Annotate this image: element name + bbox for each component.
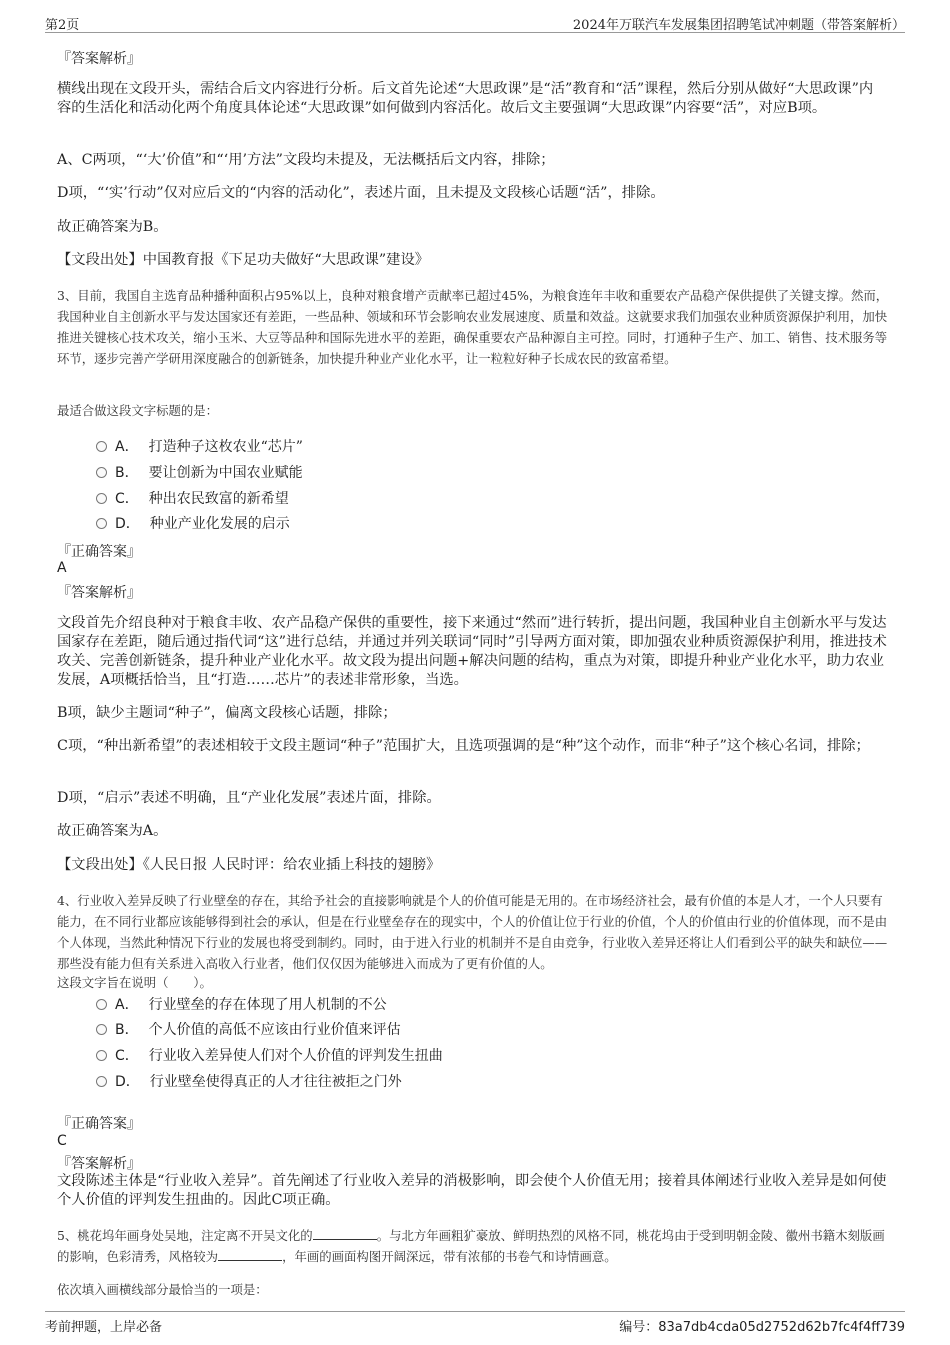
q3-correct-label: 『正确答案』 [57, 544, 141, 560]
q3-source: 【文段出处】《人民日报 人民时评：给农业插上科技的翅膀》 [57, 857, 441, 873]
answer-blank [218, 1248, 282, 1261]
page-footer [45, 1311, 905, 1334]
page-number: 第2页 [45, 18, 80, 33]
q2-analysis-p4: 故正确答案为B。 [57, 219, 168, 235]
q4-analysis-label: 『答案解析』 [57, 1156, 141, 1172]
q4-option-a[interactable]: A． 行业壁垒的存在体现了用人机制的不公 [96, 994, 387, 1014]
q3-option-a[interactable]: A． 打造种子这枚农业“芯片” [96, 436, 303, 456]
radio-icon[interactable] [96, 493, 107, 504]
q3-analysis-label: 『答案解析』 [57, 585, 141, 601]
q2-source: 【文段出处】中国教育报《下足功夫做好“大思政课”建设》 [57, 252, 430, 268]
document-code: 编号：83a7db4cda05d2752d62b7fc4f4ff739 [619, 1320, 905, 1335]
q3-option-b[interactable]: B． 要让创新为中国农业赋能 [96, 462, 303, 482]
q4-analysis-p1: 文段陈述主体是“行业收入差异”。首先阐述了行业收入差异的消极影响，即会使个人价值无用；接着具体阐述行业收入差异是如何使个人价值的评判发生扭曲的。因此C项正确。 [57, 1173, 887, 1208]
q2-analysis-p3: D项，“‘实’行动”仅对应后文的“内容的活动化”，表述片面，且未提及文段核心话题“活”，排除。 [57, 185, 665, 201]
q3-option-d[interactable]: D． 种业产业化发展的启示 [96, 513, 290, 533]
q3-analysis-p1: 文段首先介绍良种对于粮食丰收、农产品稳产保供的重要性，接下来通过“然而”进行转折，提出问题，我国种业自主创新水平与发达国家存在差距，随后通过指代词“这”进行总结，并通过并列关联词“同时”引导两方面对策，即加强农业种质资源保护利用，推进技术攻关、完善创新链条，提升种业产业化水平。故文段为提出问题+解决问题的结构，重点为对策，即提升种业产业化水平，助力农业发展，A项概括恰当，且“打造……芯片”的表述非常形象，当选。 [57, 615, 887, 688]
page-header [45, 12, 905, 33]
q2-analysis-p1: 横线出现在文段开头，需结合后文内容进行分析。后文首先论述“大思政课”是“活”教育和“活”课程，然后分别从做好“大思政课”内容的生活化和活动化两个角度具体论述“大思政课”如何做到内容活化。故后文主要强调“大思政课”内容要“活”，对应B项。 [57, 81, 874, 116]
q4-passage: 4、行业收入差异反映了行业壁垒的存在，其给予社会的直接影响就是个人的价值可能是无用的。在市场经济社会，最有价值的本是人才，一个人只要有能力，在不同行业都应该能够得到社会的承认，但是在行业壁垒存在的现实中，个人的价值让位于行业的价值，个人的价值由行业的价值体现，而不是由个人体现，当然此种情况下行业的发展也将受到制约。同时，由于进入行业的机制并不是自由竞争，行业收入差异还将让人们看到公平的缺失和缺位——那些没有能力但有关系进入高收入行业者，他们仅仅因为能够进入而成为了更有价值的人。 [57, 893, 888, 971]
q3-analysis-p2: B项，缺少主题词“种子”，偏离文段核心话题，排除； [57, 705, 397, 721]
answer-blank [313, 1227, 377, 1240]
radio-icon[interactable] [96, 1024, 107, 1035]
q3-analysis-p5: 故正确答案为A。 [57, 823, 168, 839]
q3-prompt: 最适合做这段文字标题的是： [57, 403, 219, 418]
q4-prompt: 这段文字旨在说明（ ）。 [57, 975, 212, 990]
q3-passage: 3、目前，我国自主选育品种播种面积占95%以上，良种对粮食增产贡献率已超过45%，为粮食连年丰收和重要农产品稳产保供提供了关键支撑。然而，我国种业自主创新水平与发达国家还有差距，一些品种、领域和环节会影响农业发展速度、质量和效益。这就要求我们加强农业种质资源保护利用，加快推进关键核心技术攻关，缩小玉米、大豆等品种和国际先进水平的差距，确保重要农产品种源自主可控。同时，打通种子生产、加工、销售、技术服务等环节，逐步完善产学研用深度融合的创新链条，加快提升种业产业化水平，让一粒粒好种子长成农民的致富希望。 [57, 288, 889, 366]
q2-analysis-p2: A、C两项，“‘大’价值”和“‘用’方法”文段均未提及，无法概括后文内容，排除； [57, 152, 555, 168]
radio-icon[interactable] [96, 518, 107, 529]
radio-icon[interactable] [96, 999, 107, 1010]
q3-analysis-p3: C项，“种出新希望”的表述相较于文段主题词“种子”范围扩大，且选项强调的是“种”这个动作，而非“种子”这个核心名词，排除； [57, 738, 870, 754]
q3-option-c[interactable]: C． 种出农民致富的新希望 [96, 488, 289, 508]
q3-correct-answer: A [57, 560, 67, 576]
document-title: 2024年万联汽车发展集团招聘笔试冲刺题（带答案解析） [572, 18, 905, 33]
radio-icon[interactable] [96, 1076, 107, 1087]
radio-icon[interactable] [96, 441, 107, 452]
footer-slogan: 考前押题，上岸必备 [45, 1320, 163, 1335]
q4-option-d[interactable]: D． 行业壁垒使得真正的人才往往被拒之门外 [96, 1071, 402, 1091]
q5-passage: 5、桃花坞年画身处吴地，注定离不开吴文化的 。与北方年画粗犷豪放、鲜明热烈的风格不同，桃花坞由于受到明朝金陵、徽州书籍木刻版画的影响，色彩清秀，风格较为 ，年画的画面构图开阔深远，带有浓郁的书卷气和诗情画意。 [57, 1228, 885, 1264]
q4-correct-label: 『正确答案』 [57, 1116, 141, 1132]
radio-icon[interactable] [96, 467, 107, 478]
answer-analysis-label: 『答案解析』 [57, 51, 141, 67]
q5-prompt: 依次填入画横线部分最恰当的一项是： [57, 1282, 268, 1297]
q4-correct-answer: C [57, 1133, 67, 1149]
q4-option-b[interactable]: B． 个人价值的高低不应该由行业价值来评估 [96, 1019, 401, 1039]
radio-icon[interactable] [96, 1050, 107, 1061]
q3-analysis-p4: D项，“启示”表述不明确，且“产业化发展”表述片面，排除。 [57, 790, 441, 806]
q4-option-c[interactable]: C． 行业收入差异使人们对个人价值的评判发生扭曲 [96, 1045, 443, 1065]
